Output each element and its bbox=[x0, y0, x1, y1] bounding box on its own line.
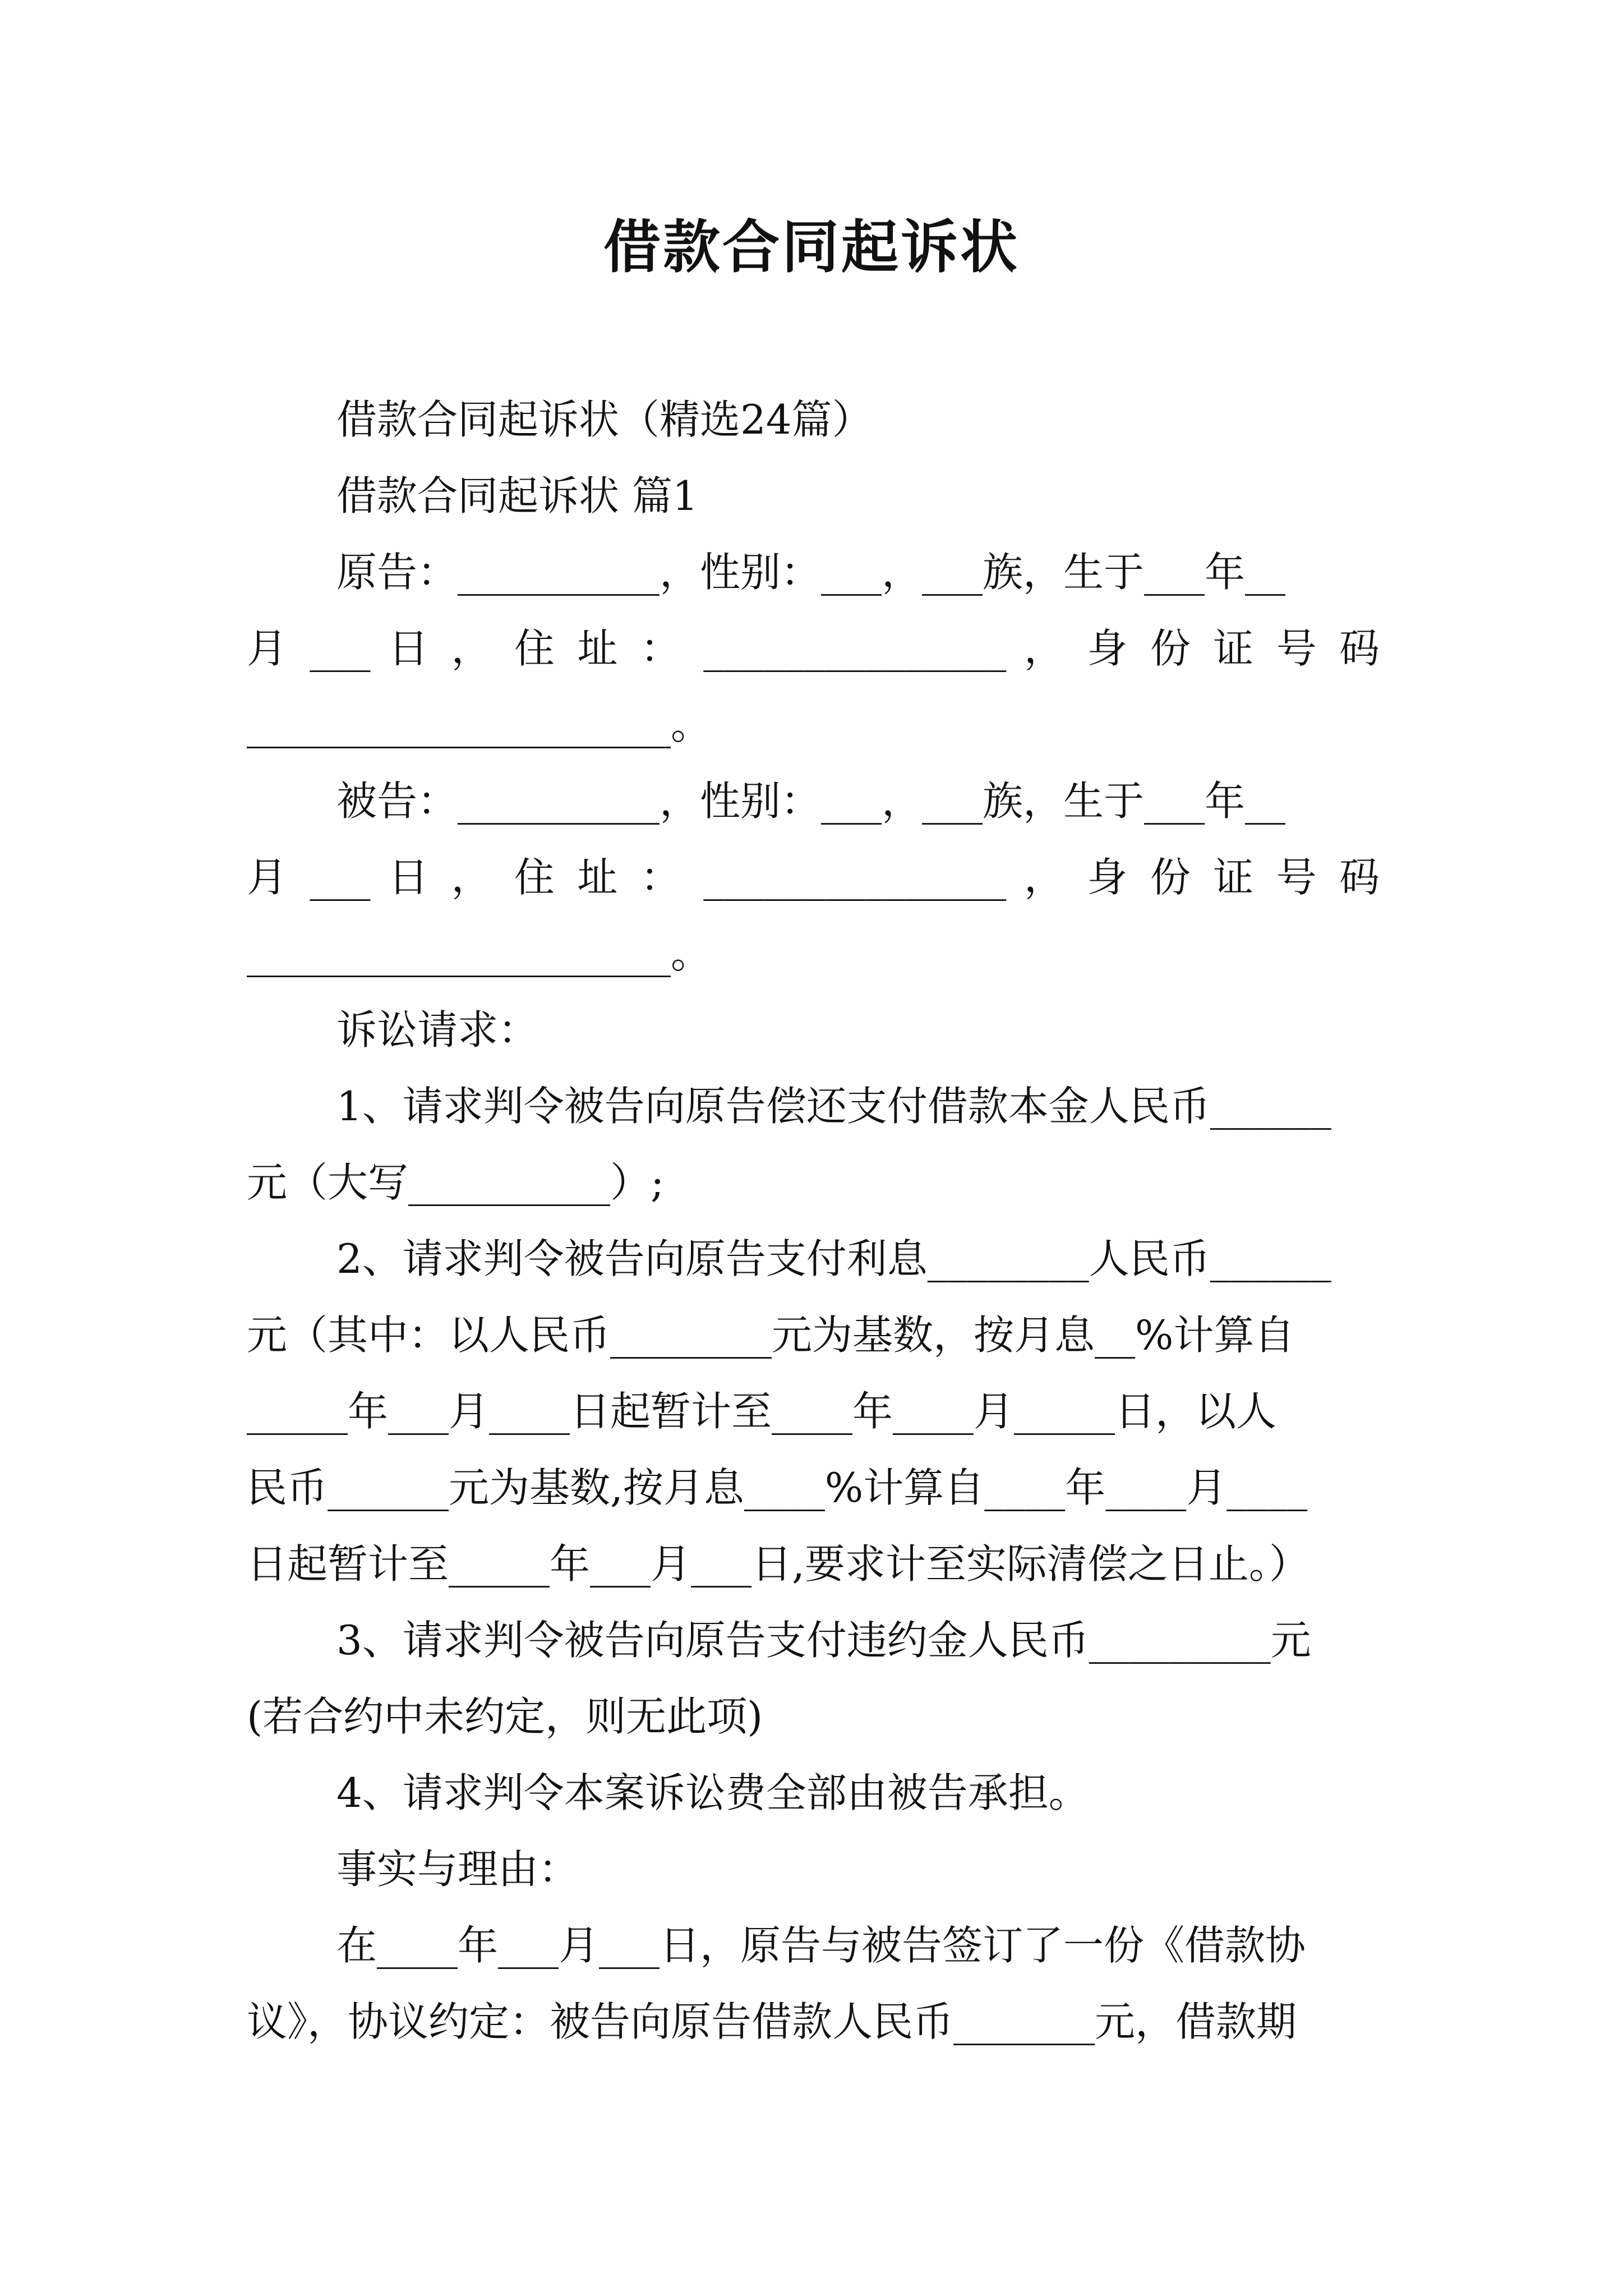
text-line: 借款合同起诉状（精选24篇） bbox=[336, 396, 873, 443]
text-line: 元（其中：以人民币________元为基数，按月息__%计算自 bbox=[247, 1312, 1295, 1359]
text-line: _____________________。 bbox=[247, 701, 711, 748]
document-body bbox=[247, 381, 1380, 2060]
text-line: 日起暂计至_____年___月___日,要求计至实际清偿之日止。） bbox=[247, 1540, 1310, 1588]
text-line: 3、请求判令被告向原告支付违约金人民币_________元 bbox=[336, 1617, 1311, 1664]
text-line: 事实与理由： bbox=[336, 1846, 579, 1893]
text-line: 月 ___ 日 ， 住 址 ： _______________ ， 身 份 证 号 码 bbox=[247, 854, 1380, 901]
text-line: 2、请求判令被告向原告支付利息________人民币______ bbox=[336, 1235, 1331, 1282]
text-line: _____年___月____日起暂计至____年____月_____日，以人 bbox=[247, 1388, 1277, 1435]
text-line: 原告：__________，性别：___，___族，生于___年__ bbox=[336, 549, 1286, 596]
text-line: 4、请求判令本案诉讼费全部由被告承担。 bbox=[336, 1769, 1089, 1816]
text-line: 1、请求判令被告向原告偿还支付借款本金人民币______ bbox=[336, 1083, 1331, 1130]
document-title: 借款合同起诉状 bbox=[603, 214, 1020, 281]
text-line: 民币______元为基数,按月息____%计算自____年____月____ bbox=[247, 1464, 1308, 1511]
text-line: (若合约中未约定，则无此项) bbox=[247, 1693, 763, 1740]
text-line: 借款合同起诉状 篇1 bbox=[336, 472, 698, 519]
text-line: _____________________。 bbox=[247, 930, 711, 977]
text-line: 议》，协议约定：被告向原告借款人民币_______元，借款期 bbox=[247, 1998, 1297, 2045]
text-line: 被告：__________，性别：___，___族，生于___年__ bbox=[336, 777, 1286, 825]
text-line: 元（大写__________）; bbox=[247, 1159, 665, 1206]
text-line: 诉讼请求： bbox=[336, 1006, 539, 1053]
text-line: 在____年___月___日，原告与被告签订了一份《借款协 bbox=[336, 1922, 1306, 1969]
text-line: 月 ___ 日 ， 住 址 ： _______________ ， 身 份 证 号 码 bbox=[247, 625, 1380, 672]
